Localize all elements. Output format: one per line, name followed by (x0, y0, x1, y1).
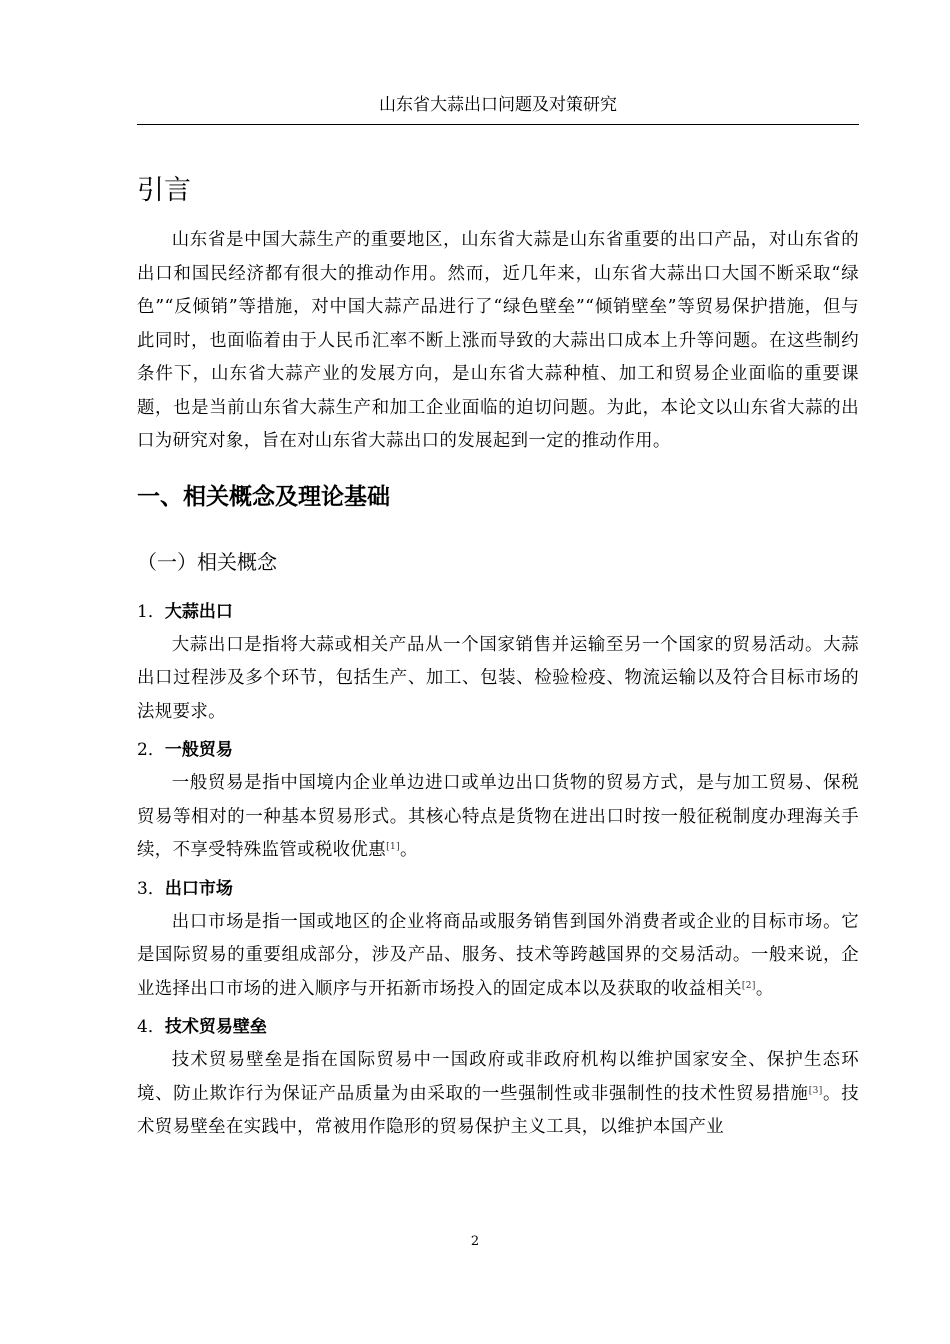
concept-number: 1． (137, 601, 165, 622)
concept-text: 一般贸易是指中国境内企业单边进口或单边出口货物的贸易方式，是与加工贸易、保税贸易等相对的一种基本贸易形式。其核心特点是货物在进出口时按一般征税制度办理海关手续，不享受特殊监管或税收优惠 (137, 773, 859, 860)
section-heading: 一、相关概念及理论基础 (137, 483, 390, 510)
concept-title: 技术贸易壁垒 (164, 1017, 267, 1037)
page-number: 2 (470, 1234, 480, 1249)
document-body (137, 170, 859, 1145)
subsection-heading: （一）相关概念 (137, 549, 277, 574)
concept-text: 大蒜出口是指将大蒜或相关产品从一个国家销售并运输至另一个国家的贸易活动。大蒜出口过程涉及多个环节，包括生产、加工、包装、检验检疫、物流运输以及符合目标市场的法规要求。 (137, 634, 859, 722)
concept-heading-1 (137, 595, 859, 629)
concept-heading-4 (137, 1010, 859, 1044)
intro-heading: 引言 (137, 175, 191, 206)
concept-text-tail: 。 (755, 978, 774, 999)
concept-paragraph-3 (137, 906, 859, 1007)
citation-ref[interactable]: [2] (741, 980, 756, 991)
concept-text-tail: 。 (400, 840, 418, 860)
header-title: 山东省大蒜出口问题及对策研究 (379, 95, 617, 115)
citation-ref[interactable]: [3] (808, 1085, 823, 1096)
intro-paragraph: 山东省是中国大蒜生产的重要地区，山东省大蒜是山东省重要的出口产品，对山东省的出口和国民经济都有很大的推动作用。然而，近几年来，山东省大蒜出口大国不断采取“绿色”“反倾销”等措施，对中国大蒜产品进行了“绿色壁垒”“倾销壁垒”等贸易保护措施，但与此同时，也面临着由于人民币汇率不断上涨而导致的大蒜出口成本上升等问题。在这些制约条件下，山东省大蒜产业的发展方向，是山东省大蒜种植、加工和贸易企业面临的重要课题，也是当前山东省大蒜生产和加工企业面临的迫切问题。为此，本论文以山东省大蒜的出口为研究对象，旨在对山东省大蒜出口的发展起到一定的推动作用。 (137, 230, 859, 451)
concept-number: 2． (137, 740, 165, 760)
concept-text: 出口市场是指一国或地区的企业将商品或服务销售到国外消费者或企业的目标市场。它是国际贸易的重要组成部分，涉及产品、服务、技术等跨越国界的交易活动。一般来说，企业选择出口市场的进入顺序与开拓新市场投入的固定成本以及获取的收益相关 (137, 911, 859, 999)
concept-text-tail: 。技术贸易壁垒在实践中，常被用作隐形的贸易保护主义工具，以维护本国产业 (137, 1083, 859, 1137)
concept-heading-2 (137, 733, 859, 767)
citation-ref[interactable]: [1] (386, 842, 401, 852)
concept-title: 出口市场 (164, 878, 233, 899)
concept-paragraph-4 (137, 1044, 859, 1145)
concept-paragraph-1 (137, 629, 859, 730)
concept-heading-3 (137, 872, 859, 906)
concept-number: 4． (137, 1017, 165, 1037)
concept-number: 3． (137, 878, 165, 899)
concept-title: 大蒜出口 (164, 601, 233, 622)
concept-paragraph-2 (137, 767, 859, 868)
concept-text: 技术贸易壁垒是指在国际贸易中一国政府或非政府机构以维护国家安全、保护生态环境、防止欺诈行为保证产品质量为由采取的一些强制性或非强制性的技术性贸易措施 (137, 1050, 859, 1104)
concept-title: 一般贸易 (164, 740, 233, 760)
page-header (137, 92, 859, 125)
